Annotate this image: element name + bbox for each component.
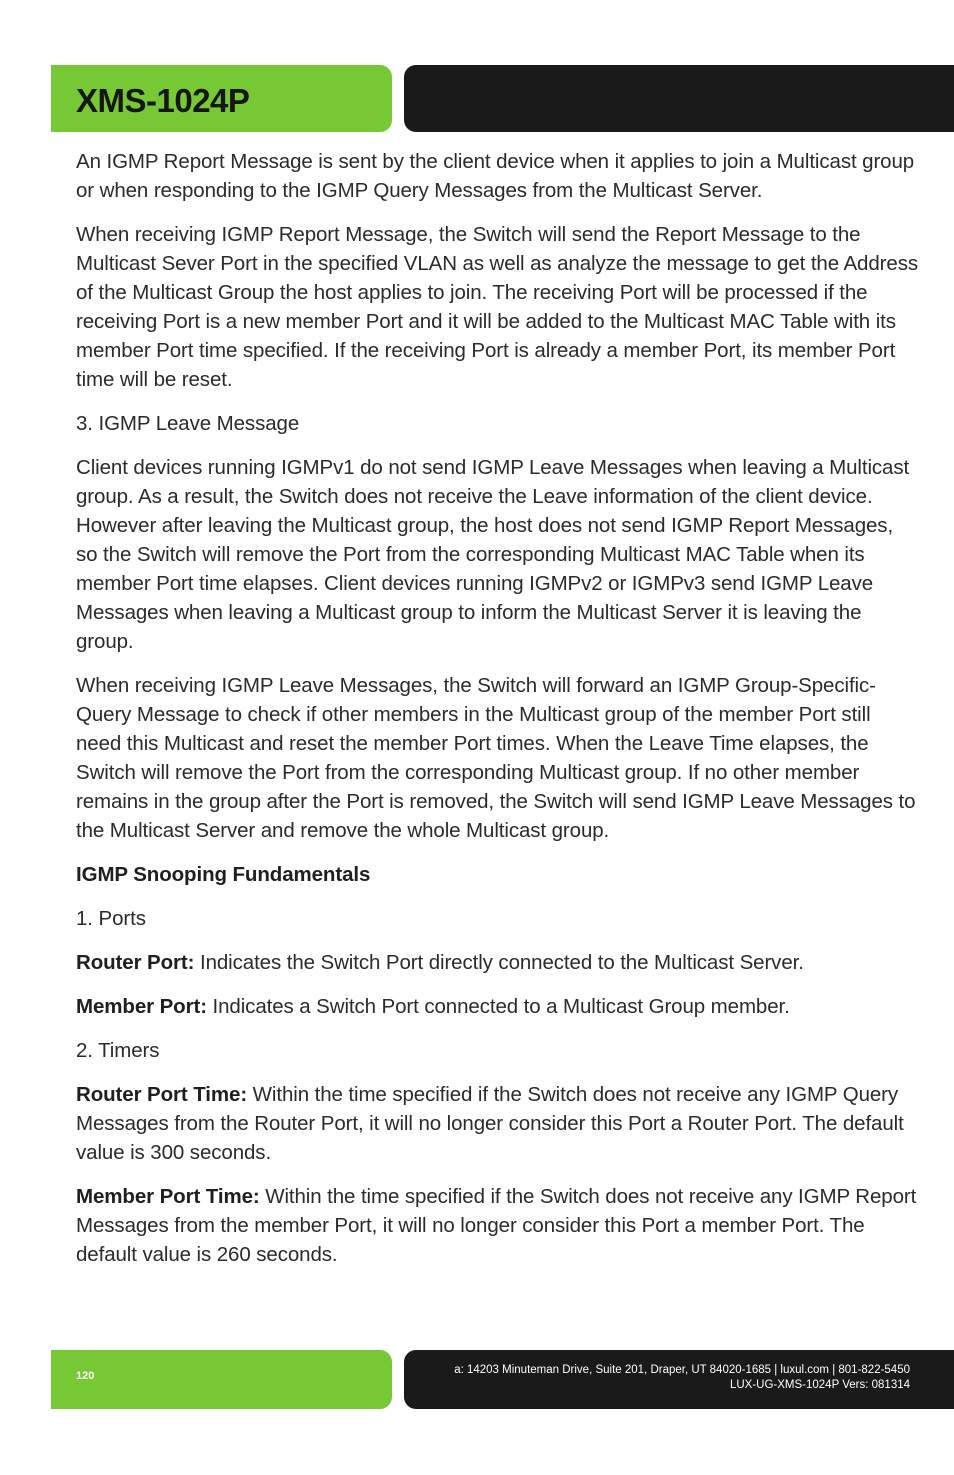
body-paragraph: When receiving IGMP Leave Messages, the Switch will forward an IGMP Group-Specific-Query Message to check if other members in the Multicast group of the member Port still need this Multicast and reset the member Port times. When the Leave Time elapses, the Switch will remove the Port from the corresponding Multicast group. If no other member remains in the group after the Port is removed, the Switch will send IGMP Leave Messages to the Multicast Server and remove the whole Multicast group. [76, 674, 916, 842]
member-port-time-text: Within the time specified if the Switch does not receive any IGMP Report Messages from the member Port, it will no longer consider this Port a member Port. The default value is 260 seconds. [76, 1185, 917, 1266]
footer-doc-id: LUX-UG-XMS-1024P Vers: 081314 [729, 1379, 910, 1391]
member-port-definition [76, 992, 918, 1021]
section-heading-text: IGMP Snooping Fundamentals [76, 863, 371, 886]
header-dark-band [404, 65, 954, 132]
router-port-definition [76, 948, 918, 977]
member-port-time-definition [76, 1182, 918, 1269]
footer-text [454, 1363, 910, 1393]
body-paragraph: An IGMP Report Message is sent by the client device when it applies to join a Multicast group or when responding to the IGMP Query Messages from the Multicast Server. [76, 150, 915, 202]
body-paragraph: When receiving IGMP Report Message, the Switch will send the Report Message to the Multicast Sever Port in the specified VLAN as well as analyze the message to get the Address of the Multicast Group the host applies to join. The receiving Port will be processed if the receiving Port is a new member Port and it will be added to the Multicast MAC Table with its member Port time specified. If the receiving Port is already a member Port, its member Port time will be reset. [76, 223, 918, 391]
member-port-term: Member Port: [76, 995, 207, 1018]
router-port-text: Indicates the Switch Port directly connected to the Multicast Server. [194, 951, 804, 974]
ports-heading: 1. Ports [76, 907, 146, 930]
footer-page-band [51, 1350, 392, 1409]
body-paragraph: 3. IGMP Leave Message [76, 412, 300, 435]
timers-heading: 2. Timers [76, 1039, 160, 1062]
footer-address: a: 14203 Minuteman Drive, Suite 201, Draper, UT 84020-1685 | luxul.com | 801-822-5450 [454, 1364, 910, 1376]
member-port-time-term: Member Port Time: [76, 1185, 260, 1208]
document-body [76, 147, 918, 1284]
router-port-term: Router Port: [76, 951, 195, 974]
router-port-time-term: Router Port Time: [76, 1083, 248, 1106]
header-title-band [51, 65, 392, 132]
page-number: 120 [76, 1370, 95, 1382]
router-port-time-definition [76, 1080, 918, 1167]
body-paragraph: Client devices running IGMPv1 do not send IGMP Leave Messages when leaving a Multicast group. As a result, the Switch does not receive the Leave information of the client device. However after leaving the Multicast group, the host does not send IGMP Report Messages, so the Switch will remove the Port from the corresponding Multicast MAC Table when its member Port time elapses. Client devices running IGMPv2 or IGMPv3 send IGMP Leave Messages when leaving a Multicast group to inform the Multicast Server it is leaving the group. [76, 456, 910, 653]
footer-info-band [404, 1350, 954, 1409]
section-heading [76, 860, 918, 889]
router-port-time-text: Within the time specified if the Switch does not receive any IGMP Query Messages from the Router Port, it will no longer consider this Port a Router Port. The default value is 300 seconds. [76, 1083, 904, 1164]
member-port-text: Indicates a Switch Port connected to a Multicast Group member. [206, 995, 790, 1018]
page-title: XMS-1024P [76, 82, 250, 119]
